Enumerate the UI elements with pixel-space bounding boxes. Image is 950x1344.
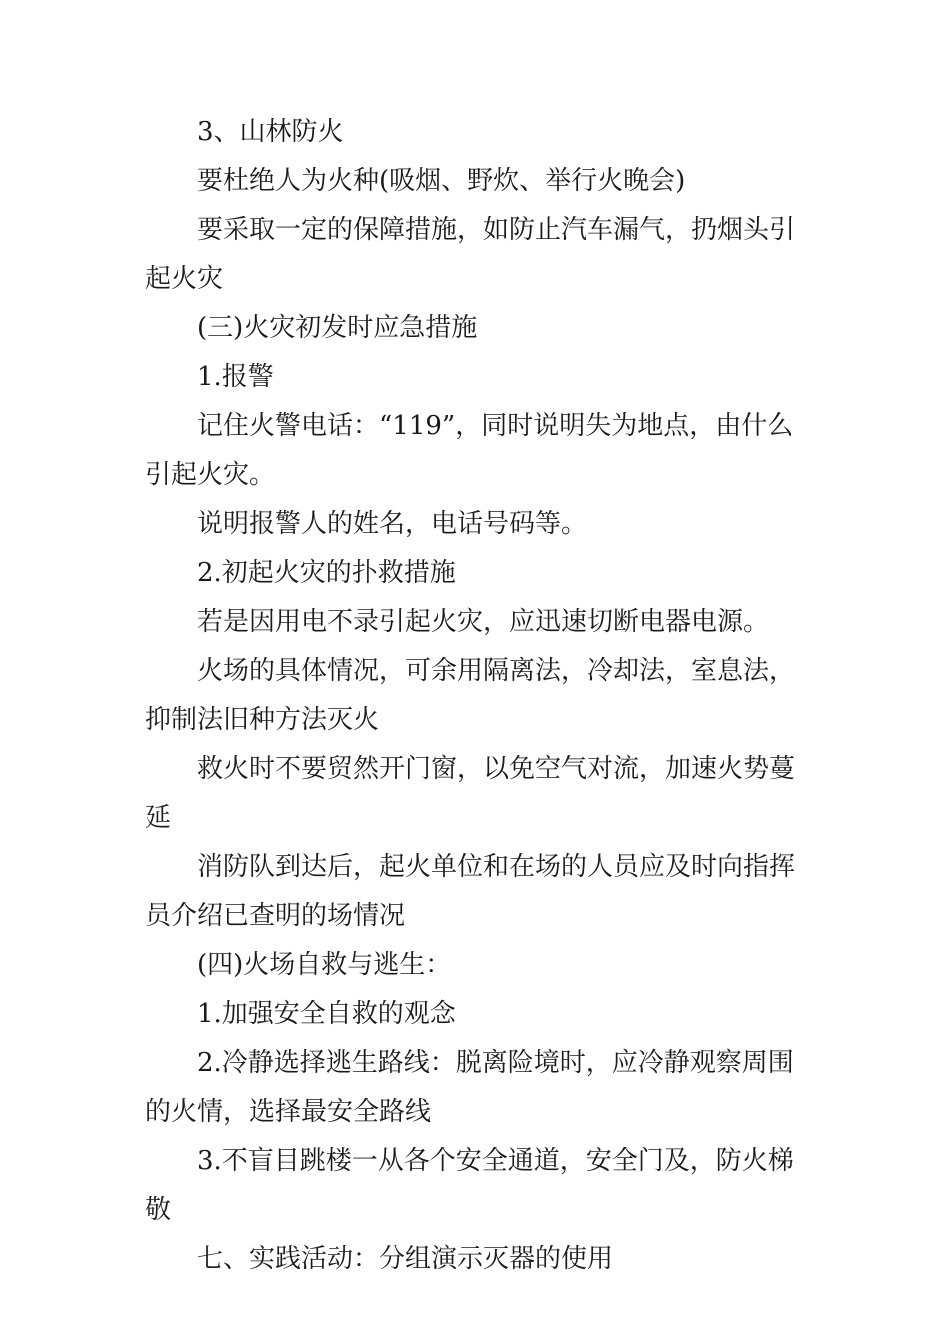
paragraph: 要采取一定的保障措施，如防止汽车漏气，扔烟头引起火灾	[145, 215, 796, 294]
paragraph: 记住火警电话：“119”，同时说明失为地点，由什么引起火灾。	[145, 411, 794, 490]
paragraph: 若是因用电不录引起火灾，应迅速切断电器电源。	[197, 607, 770, 637]
section-heading-practice-activity: 七、实践活动：分组演示灭器的使用	[197, 1244, 614, 1274]
section-heading-self-rescue: (四)火场自救与逃生：	[197, 950, 452, 980]
list-item: 1.加强安全自救的观念	[197, 999, 456, 1029]
paragraph: 说明报警人的姓名，电话号码等。	[197, 509, 588, 539]
section-heading-emergency-measures: (三)火灾初发时应急措施	[197, 313, 478, 343]
paragraph: 救火时不要贸然开门窗，以免空气对流，加速火势蔓延	[145, 754, 796, 833]
subheading-initial-firefighting: 2.初起火灾的扑救措施	[197, 558, 456, 588]
paragraph: 火场的具体情况，可余用隔离法，冷却法，室息法，抑制法旧种方法灭火	[145, 656, 796, 735]
heading-forest-fire-prevention: 3、山林防火	[197, 117, 344, 147]
list-item: 2.冷静选择逃生路线：脱离险境时，应冷静观察周围的火情，选择最安全路线	[145, 1048, 794, 1127]
paragraph: 消防队到达后，起火单位和在场的人员应及时向指挥员介绍已查明的场情况	[145, 852, 796, 931]
subheading-alarm: 1.报警	[197, 362, 274, 392]
list-item: 3.不盲目跳楼一从各个安全通道，安全门及，防火梯敬	[145, 1146, 794, 1225]
document-body	[145, 108, 815, 1284]
paragraph: 要杜绝人为火种(吸烟、野炊、举行火晚会)	[197, 166, 686, 196]
